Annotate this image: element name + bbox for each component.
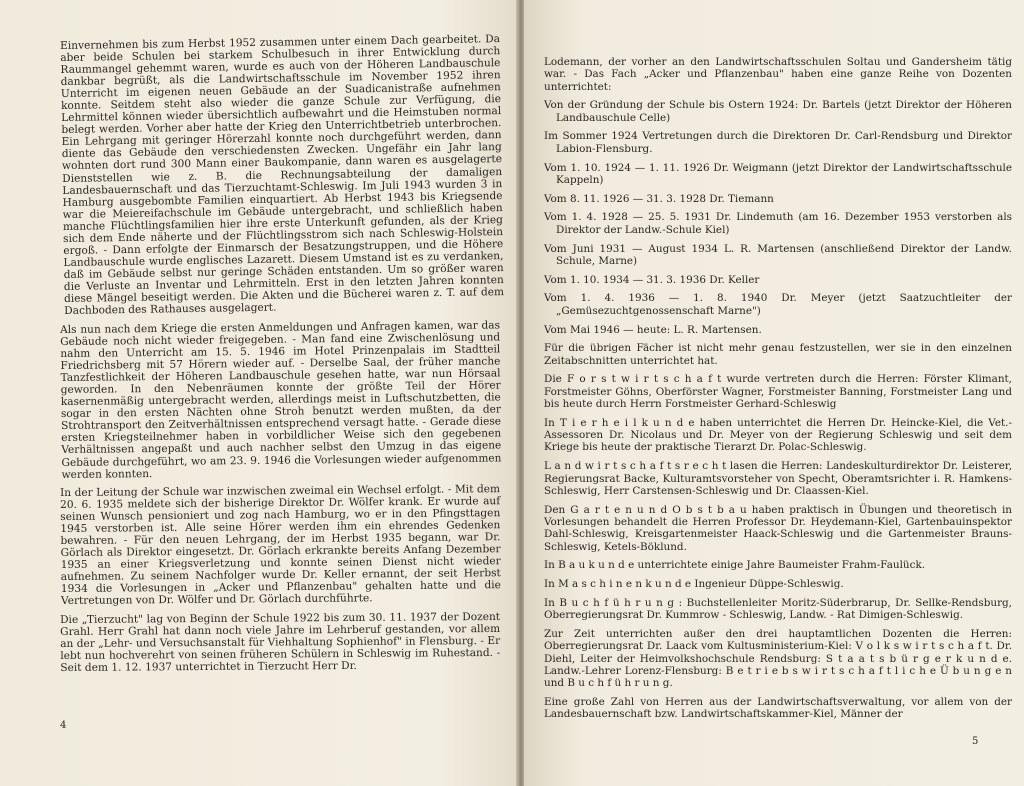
list-item: Vom 1. 10. 1924 — 1. 11. 1926 Dr. Weigmann (jetzt Direktor der Landwirtschaftsschule Kappeln) bbox=[544, 161, 1012, 186]
paragraph: Den G a r t e n u n d O b s t b a u haben praktisch in Übungen und theoretisch in Vorlesungen behandelt die Herren Professor Dr. Heydemann-Kiel, Gartenbauinspektor Dahl-Schleswig, Kreisgartenmeister Haack-Schleswig und die Gartenmeister Brauns-Schleswig, Ketels-Böklund. bbox=[544, 503, 1012, 553]
paragraph: Zur Zeit unterrichten außer den drei hauptamtlichen Dozenten die Herren: Oberregierungsrat Dr. Laack vom Kultusministerium-Kiel: V o l k s w i r t s c h a f t. Dr. Diehl, Leiter der Heimvolkshochschule Rendsburg: S t a a t s b ü r g e r k u n d e. Landw.-Lehrer Lorenz-Flensburg: B e t r i e b s w i r t s c h a f t l i c h e Ü b u n g e n und B u c h f ü h r u n g. bbox=[544, 627, 1012, 690]
paragraph: Die F o r s t w i r t s c h a f t wurde vertreten durch die Herren: Förster Klimant, Forstmeister Göhns, Oberförster Wagner, Forstmeister Banning, Forstmeister Lang und bis heute durch Herrn Forstmeister Gerhard-Schleswig bbox=[544, 373, 1012, 411]
paragraph: In der Leitung der Schule war inzwischen zweimal ein Wechsel erfolgt. - Mit dem 20. 6. 1935 meldete sich der bisherige Direktor Dr. Wölfer krank. Er wurde auf seinen Wunsch pensioniert und zog nach Hamburg, wo er in den Pfingsttagen 1945 verstorben ist. Alle seine Hörer werden ihm ein ehrendes Gedenken bewahren. - Für den neuen Lehrgang, der im Herbst 1935 begann, war Dr. Görlach als Direktor eingesetzt. Dr. Görlach erkrankte bereits Anfang Dezember 1935 an einer Kriegsverletzung und konnte seinen Dienst nicht wieder aufnehmen. Zu seinem Nachfolger wurde Dr. Keller ernannt, der seit Herbst 1934 die Vorlesungen in „Acker und Pflanzenbau" gehalten hatte und die Vertretungen von Dr. Wölfer und Dr. Görlach durchführte. bbox=[60, 482, 501, 608]
paragraph: Für die übrigen Fächer ist nicht mehr genau festzustellen, wer sie in den einzelnen Zeitabschnitten unterrichtet hat. bbox=[544, 342, 1012, 367]
paragraph: Lodemann, der vorher an den Landwirtschaftsschulen Soltau und Gandersheim tätig war. - Das Fach „Acker und Pflanzenbau" haben eine ganze Reihe von Dozenten unterrichtet: bbox=[544, 56, 1012, 93]
list-item: Vom 1. 10. 1934 — 31. 3. 1936 Dr. Keller bbox=[544, 273, 760, 286]
paragraph: In M a s c h i n e n k u n d e Ingenieur Düppe-Schleswig. bbox=[544, 578, 844, 591]
right-page bbox=[524, 0, 1024, 786]
page-number: 4 bbox=[60, 720, 67, 731]
paragraph: Eine große Zahl von Herren aus der Landwirtschaftsverwaltung, vor allem von der Landesbauernschaft bzw. Landwirtschaftskammer-Kiel, Männer der bbox=[544, 695, 1012, 721]
paragraph: In B a u k u n d e unterrichtete einige Jahre Baumeister Frahm-Faulück. bbox=[544, 559, 926, 572]
list-item: Von der Gründung der Schule bis Ostern 1924: Dr. Bartels (jetzt Direktor der Höheren Landbauschule Celle) bbox=[544, 99, 1012, 124]
paragraph: Einvernehmen bis zum Herbst 1952 zusammen unter einem Dach gearbeitet. Da aber beide Schulen bei starkem Schulbesuch in ihrer Entwicklung durch Raummangel gehemmt waren, wurde es auch von der Höheren Landbauschule dankbar begrüßt, als die Landwirtschaftsschule im November 1952 ihren Unterricht im eigenen neuen Gebäude an der Suadicanistraße aufnehmen konnte. Seitdem steht also wieder die ganze Schule zur Verfügung, die Lehrmittel können wieder übersichtlich aufbewahrt und die Heimstuben normal belegt werden. Vorher aber hatte der Krieg den Unterrichtbetrieb unterbrochen. Ein Lehrgang mit geringer Hörerzahl konnte noch durchgeführt werden, dann diente das Gebäude den verschiedensten Zwecken. Ungefähr ein Jahr lang wohnten dort rund 300 Mann einer Baukompanie, dann waren es ausgelagerte Dienststellen wie z. B. die Rechnungsabteilung der damaligen Landesbauernschaft und das Tierzuchtamt-Schleswig. Im Juli 1943 wurden 3 in Hamburg ausgebombte Familien einquartiert. Ab Herbst 1943 bis Kriegsende war die Meiereifachschule im Gebäude untergebracht, und schließlich haben manche Flüchtlingsfamilien hier ihre erste Unterkunft gefunden, als der Krieg sich dem Ende näherte und der Flüchtlingsstrom sich nach Schleswig-Holstein ergoß. - Dann erfolgte der Einmarsch der Besatzungstruppen, und die Höhere Landbauschule wurde englisches Lazarett. Diesem Umstand ist es zu verdanken, daß im Gebäude selbst nur geringe Schäden entstanden. Um so größer waren die Verluste an Inventar und Lehrmitteln. Erst in den letzten Jahren konnten diese Mängel beseitigt werden. Die Akten und die Bücherei waren z. T. auf dem Dachboden des Rathauses ausgelagert. bbox=[60, 33, 505, 317]
list-item: Vom 8. 11. 1926 — 31. 3. 1928 Dr. Tiemann bbox=[544, 192, 774, 205]
paragraph: In B u c h f ü h r u n g : Buchstellenleiter Moritz-Süderbrarup, Dr. Sellke-Rendsburg, Oberregierungsrat Dr. Kummrow - Schleswig, Landw. - Rat Dimigen-Schleswig. bbox=[544, 596, 1012, 622]
list-item: Im Sommer 1924 Vertretungen durch die Direktoren Dr. Carl-Rendsburg und Direktor Labion-Flensburg. bbox=[544, 130, 1012, 155]
paragraph: Die „Tierzucht" lag von Beginn der Schule 1922 bis zum 30. 11. 1937 der Dozent Grahl. Herr Grahl hat dann noch viele Jahre im Lehrberuf gestanden, vor allem an der „Lehr- und Versuchsanstalt für Viehhaltung Sophienhof" in Flensburg. - Er lebt nun hochverehrt von seinen früheren Schülern in Schleswig im Ruhestand. - Seit dem 1. 12. 1937 unterrichtet in Tierzucht Herr Dr. bbox=[60, 610, 501, 674]
paragraph: Als nun nach dem Kriege die ersten Anmeldungen und Anfragen kamen, war das Gebäude noch nicht wieder freigegeben. - Man fand eine Zwischenlösung und nahm den Unterricht am 15. 5. 1946 im Hotel Prinzenpalais im Stadtteil Friedrichsberg mit 57 Hörern wieder auf. - Derselbe Saal, der früher manche Tanzfestlichkeit der Höheren Landbauschule gesehen hatte, war nun Hörsaal geworden. In den Nebenräumen konnte der größte Teil der Hörer kasernenmäßig untergebracht werden, allerdings meist in Luftschutzbetten, die sogar in den ersten Nächten ohne Stroh benutzt werden mußten, da der Strohtransport den Zeitverhältnissen entsprechend versagt hatte. - Gerade diese ersten Kriegsteilnehmer haben in vorbildlicher Weise sich den gegebenen Verhältnissen angepaßt und auch nachher selbst den Umzug in das eigene Gebäude durchgeführt, wo am 23. 9. 1946 die Vorlesungen wieder aufgenommen werden konnten. bbox=[60, 318, 502, 481]
paragraph: L a n d w i r t s c h a f t s r e c h t lasen die Herren: Landeskulturdirektor Dr. Leisterer, Regierungsrat Backe, Kulturamtsvorsteher von Specht, Oberamtsrichter i. R. Hamkens-Schleswig, Herr Carstensen-Schleswig und Dr. Claassen-Kiel. bbox=[544, 460, 1012, 497]
list-item: Vom Juni 1931 — August 1934 L. R. Martensen (anschließend Direktor der Landw. Schule, Marne) bbox=[544, 242, 1012, 267]
left-text-column bbox=[60, 33, 505, 680]
page-number: 5 bbox=[972, 736, 979, 747]
list-item: Vom 1. 4. 1936 — 1. 8. 1940 Dr. Meyer (jetzt Saatzuchtleiter der „Gemüsezuchtgenossenschaft Marne") bbox=[544, 292, 1012, 317]
right-text-column bbox=[544, 56, 1012, 727]
list-item: Vom Mai 1946 — heute: L. R. Martensen. bbox=[544, 323, 762, 336]
list-item: Vom 1. 4. 1928 — 25. 5. 1931 Dr. Lindemuth (am 16. Dezember 1953 verstorben als Direktor der Landw.-Schule Kiel) bbox=[544, 211, 1012, 236]
paragraph: In T i e r h e i l k u n d e haben unterrichtet die Herren Dr. Heincke-Kiel, die Vet.-Assessoren Dr. Nicolaus und Dr. Meyer von der Regierung Schleswig und seit dem Kriege bis heute der praktische Tierarzt Dr. Polac-Schleswig. bbox=[544, 416, 1012, 454]
